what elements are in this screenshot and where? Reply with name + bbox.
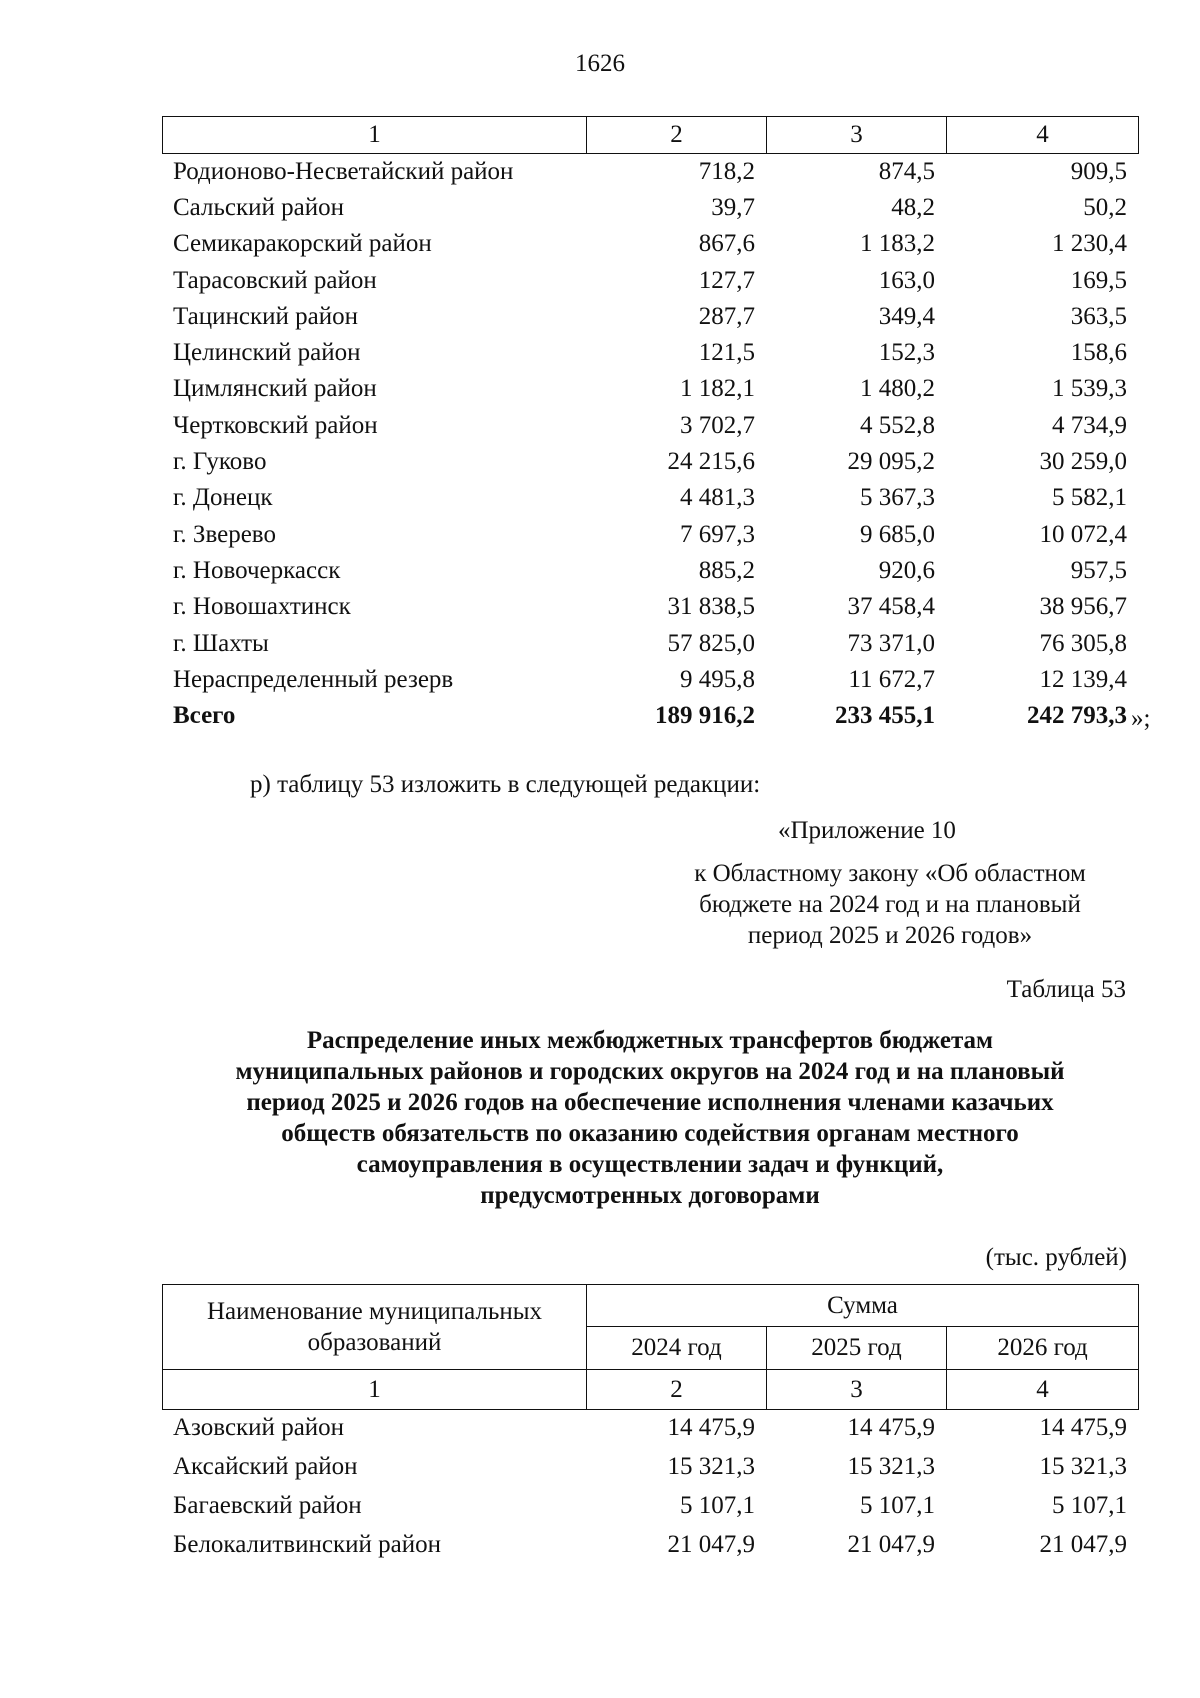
table-row	[162, 661, 1138, 697]
year-header-2026: 2026 год	[947, 1327, 1139, 1370]
row-name: г. Зверево	[173, 520, 276, 548]
index-cell: 3	[767, 117, 947, 154]
annex-title: «Приложение 10	[778, 817, 956, 844]
table-row	[162, 1447, 1138, 1486]
row-value-2025: 14 475,9	[847, 1414, 935, 1441]
index-cell: 2	[587, 1370, 767, 1410]
row-value-2026: 50,2	[1083, 193, 1127, 221]
table-row	[162, 443, 1138, 479]
row-name: Семикаракорский район	[173, 230, 432, 258]
total-row	[162, 697, 1138, 733]
total-2025: 233 455,1	[835, 702, 935, 730]
name-header-line: Наименование муниципальных	[206, 1298, 543, 1325]
row-value-2026: 12 139,4	[1039, 665, 1127, 693]
row-value-2025: 29 095,2	[847, 448, 935, 476]
table-row	[162, 189, 1138, 225]
year-header-2024: 2024 год	[587, 1327, 767, 1370]
row-name: Аксайский район	[173, 1453, 358, 1480]
row-value-2025: 5 107,1	[860, 1492, 935, 1519]
index-row	[163, 117, 1139, 154]
heading-line: предусмотренных договорами	[480, 1182, 820, 1209]
table-row	[162, 552, 1138, 588]
row-value-2024: 24 215,6	[667, 448, 755, 476]
heading-line: самоуправления в осуществлении задач и функций,	[356, 1151, 944, 1178]
table-row	[162, 480, 1138, 516]
row-name: Нераспределенный резерв	[173, 665, 454, 693]
row-value-2024: 718,2	[698, 157, 755, 185]
table-label: Таблица 53	[1006, 976, 1126, 1003]
row-value-2024: 885,2	[698, 556, 755, 584]
table-row	[162, 298, 1138, 334]
row-value-2024: 3 702,7	[680, 411, 755, 439]
row-value-2025: 152,3	[878, 339, 935, 367]
row-value-2026: 14 475,9	[1039, 1414, 1127, 1441]
table-heading	[155, 1025, 1145, 1211]
row-value-2024: 31 838,5	[667, 593, 755, 621]
row-value-2025: 9 685,0	[860, 520, 935, 548]
row-value-2024: 57 825,0	[667, 629, 755, 657]
row-name: Целинский район	[173, 339, 361, 367]
row-value-2025: 163,0	[878, 266, 935, 294]
row-name: Родионово-Несветайский район	[173, 157, 514, 185]
heading-line: Распределение иных межбюджетных трансфертов бюджетам	[306, 1027, 994, 1054]
table-row	[162, 1486, 1138, 1525]
row-value-2026: 5 582,1	[1052, 484, 1127, 512]
index-cell: 1	[163, 117, 587, 154]
row-value-2025: 4 552,8	[860, 411, 935, 439]
row-value-2026: 158,6	[1070, 339, 1127, 367]
name-header-line: образований	[307, 1329, 442, 1356]
index-cell: 4	[947, 1370, 1139, 1410]
table-row	[162, 589, 1138, 625]
table-row	[162, 153, 1138, 189]
annex-ref-line: период 2025 и 2026 годов»	[747, 922, 1033, 949]
row-value-2026: 1 230,4	[1052, 230, 1127, 258]
row-name: Белокалитвинский район	[173, 1531, 441, 1558]
row-value-2024: 39,7	[711, 193, 755, 221]
row-value-2026: 30 259,0	[1039, 448, 1127, 476]
row-value-2026: 10 072,4	[1039, 520, 1127, 548]
row-value-2026: 76 305,8	[1039, 629, 1127, 657]
row-value-2024: 14 475,9	[667, 1414, 755, 1441]
row-value-2025: 15 321,3	[847, 1453, 935, 1480]
top-table-index-header	[162, 116, 1139, 154]
row-value-2024: 21 047,9	[667, 1531, 755, 1558]
row-value-2025: 1 183,2	[860, 230, 935, 258]
row-value-2026: 5 107,1	[1052, 1492, 1127, 1519]
heading-line: обществ обязательств по оказанию содействия органам местного	[281, 1120, 1019, 1147]
row-value-2024: 121,5	[698, 339, 755, 367]
row-value-2025: 874,5	[878, 157, 935, 185]
row-name: Цимлянский район	[173, 375, 377, 403]
index-row	[163, 1370, 1139, 1410]
row-value-2025: 920,6	[878, 556, 935, 584]
units-label: (тыс. рублей)	[985, 1244, 1127, 1271]
heading-line: муниципальных районов и городских округов на 2024 год и на плановый	[235, 1058, 1065, 1085]
heading-line: период 2025 и 2026 годов на обеспечение исполнения членами казачьих	[246, 1089, 1054, 1116]
row-value-2024: 1 182,1	[680, 375, 755, 403]
row-value-2026: 169,5	[1070, 266, 1127, 294]
table-row	[162, 371, 1138, 407]
row-value-2025: 37 458,4	[847, 593, 935, 621]
row-value-2026: 4 734,9	[1052, 411, 1127, 439]
page-number: 1626	[575, 50, 625, 77]
row-value-2025: 349,4	[878, 302, 935, 330]
total-label: Всего	[173, 702, 236, 730]
row-value-2026: 957,5	[1070, 556, 1127, 584]
row-value-2026: 1 539,3	[1052, 375, 1127, 403]
row-value-2025: 21 047,9	[847, 1531, 935, 1558]
annex-ref-line: к Областному закону «Об областном	[694, 860, 1086, 887]
row-value-2025: 11 672,7	[848, 665, 935, 693]
row-value-2024: 4 481,3	[680, 484, 755, 512]
row-name: Чертковский район	[173, 411, 378, 439]
row-value-2024: 15 321,3	[667, 1453, 755, 1480]
row-value-2025: 73 371,0	[847, 629, 935, 657]
top-data-table	[162, 153, 1138, 734]
row-value-2026: 909,5	[1070, 157, 1127, 185]
row-name: Тарасовский район	[173, 266, 377, 294]
total-2026: 242 793,3	[1027, 702, 1127, 730]
row-value-2025: 48,2	[891, 193, 935, 221]
row-value-2026: 38 956,7	[1039, 593, 1127, 621]
row-value-2024: 127,7	[698, 266, 755, 294]
name-column-header	[163, 1285, 587, 1370]
row-name: г. Шахты	[173, 629, 269, 657]
table-row	[162, 262, 1138, 298]
table-row	[162, 625, 1138, 661]
row-value-2024: 9 495,8	[680, 665, 755, 693]
bottom-table-header	[162, 1284, 1139, 1410]
amendment-paragraph: р) таблицу 53 изложить в следующей редакции:	[250, 771, 761, 798]
row-value-2024: 5 107,1	[680, 1492, 755, 1519]
row-name: Багаевский район	[173, 1492, 362, 1519]
row-value-2024: 287,7	[698, 302, 755, 330]
row-name: г. Донецк	[173, 484, 273, 512]
table-row	[162, 516, 1138, 552]
row-name: г. Гуково	[173, 448, 267, 476]
row-value-2025: 5 367,3	[860, 484, 935, 512]
annex-reference	[640, 858, 1140, 951]
year-header-2025: 2025 год	[767, 1327, 947, 1370]
row-value-2026: 15 321,3	[1039, 1453, 1127, 1480]
row-value-2024: 7 697,3	[680, 520, 755, 548]
index-cell: 1	[163, 1370, 587, 1410]
index-cell: 3	[767, 1370, 947, 1410]
sum-header: Сумма	[587, 1285, 1139, 1327]
table-row	[162, 1525, 1138, 1564]
row-value-2025: 1 480,2	[860, 375, 935, 403]
table-row	[162, 1408, 1138, 1447]
total-2024: 189 916,2	[655, 702, 755, 730]
index-cell: 2	[587, 117, 767, 154]
row-value-2026: 363,5	[1070, 302, 1127, 330]
row-value-2024: 867,6	[698, 230, 755, 258]
row-name: г. Новошахтинск	[173, 593, 351, 621]
row-value-2026: 21 047,9	[1039, 1531, 1127, 1558]
table-row	[162, 334, 1138, 370]
row-name: Тацинский район	[173, 302, 358, 330]
row-name: Азовский район	[173, 1414, 345, 1441]
closing-quote: »;	[1131, 705, 1151, 732]
annex-ref-line: бюджете на 2024 год и на плановый	[699, 891, 1081, 918]
table-row	[162, 407, 1138, 443]
bottom-data-table	[162, 1408, 1138, 1564]
table-row	[162, 226, 1138, 262]
index-cell: 4	[947, 117, 1139, 154]
row-name: Сальский район	[173, 193, 344, 221]
row-name: г. Новочеркасск	[173, 556, 341, 584]
